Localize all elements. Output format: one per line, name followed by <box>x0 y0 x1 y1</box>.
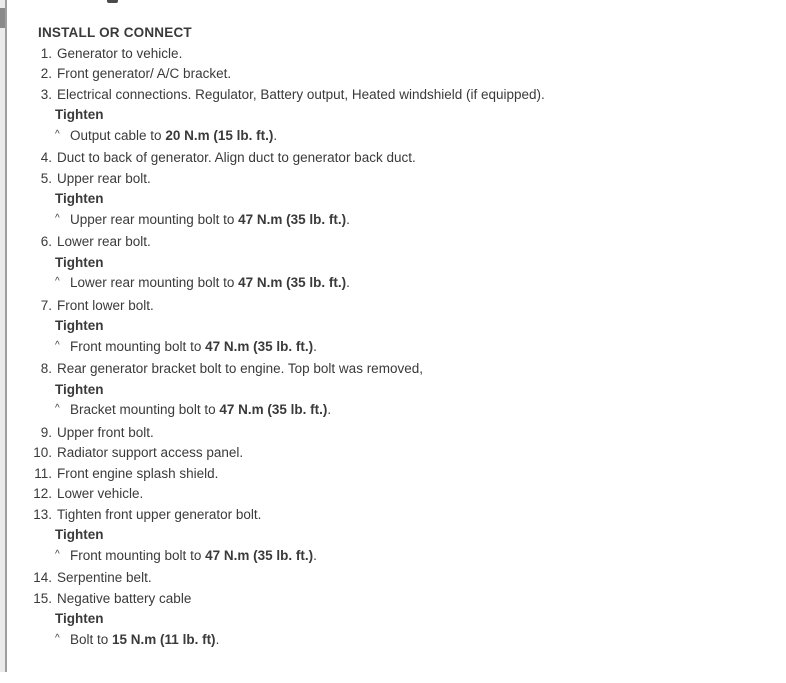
torque-post: . <box>327 402 332 417</box>
torque-value: 47 N.m (35 lb. ft.) <box>238 275 347 290</box>
tighten-block <box>57 316 786 359</box>
step-text: Front generator/ A/C bracket. <box>57 66 232 81</box>
tighten-block <box>57 609 786 652</box>
torque-pre: Bracket mounting bolt to <box>70 402 220 417</box>
torque-pre: Front mounting bolt to <box>70 547 206 563</box>
caret-bullet: ^ <box>55 632 60 644</box>
torque-line <box>55 546 786 569</box>
torque-post: . <box>313 338 317 354</box>
step-number: 14. <box>33 570 52 585</box>
procedure-content <box>0 23 786 652</box>
torque-pre: Front mounting bolt to <box>70 338 206 354</box>
step-number: 4. <box>40 150 52 165</box>
list-item <box>0 296 786 360</box>
torque-post: . <box>346 211 350 227</box>
torque-line <box>55 126 786 149</box>
list-item <box>0 85 786 149</box>
step-text: Radiator support access panel. <box>57 445 244 460</box>
tighten-label: Tighten <box>55 254 104 270</box>
torque-post: . <box>215 631 220 647</box>
list-item <box>0 44 786 65</box>
torque-pre: Output cable to <box>70 127 166 143</box>
torque-pre: Lower rear mounting bolt to <box>70 275 239 290</box>
torque-value: 20 N.m (15 lb. ft.) <box>165 127 274 143</box>
step-number: 3. <box>40 86 52 102</box>
list-item <box>0 64 786 85</box>
step-text: Generator to vehicle. <box>57 45 183 61</box>
caret-bullet: ^ <box>55 128 60 140</box>
caret-bullet: ^ <box>55 212 60 224</box>
tighten-block <box>57 189 786 232</box>
torque-post: . <box>313 547 317 563</box>
tighten-block <box>57 525 786 568</box>
step-text: Negative battery cable <box>57 590 192 606</box>
torque-post: . <box>273 127 278 143</box>
torque-value: 47 N.m (35 lb. ft.) <box>219 402 328 417</box>
step-text: Front lower bolt. <box>57 297 154 313</box>
list-item <box>0 568 786 589</box>
list-item <box>0 589 786 653</box>
torque-value: 47 N.m (35 lb. ft.) <box>205 338 314 354</box>
list-item <box>0 169 786 233</box>
tighten-label: Tighten <box>55 318 104 333</box>
torque-line <box>55 273 786 296</box>
torque-pre: Upper rear mounting bolt to <box>70 211 239 227</box>
step-text: Upper rear bolt. <box>57 170 151 186</box>
step-number: 15. <box>33 590 52 606</box>
step-list <box>0 44 786 653</box>
torque-line <box>55 400 786 423</box>
tighten-block <box>57 253 786 296</box>
torque-line <box>55 337 786 360</box>
list-item <box>0 232 786 296</box>
step-text: Upper front bolt. <box>57 424 154 440</box>
step-number: 1. <box>40 45 52 61</box>
step-number: 10. <box>33 445 52 460</box>
tighten-label: Tighten <box>55 611 104 626</box>
step-text: Electrical connections. Regulator, Battery output, Heated windshield (if equipped). <box>57 86 545 102</box>
list-item <box>0 148 786 169</box>
tighten-label: Tighten <box>55 107 104 122</box>
step-number: 8. <box>40 361 52 376</box>
list-item <box>0 423 786 444</box>
tighten-label: Tighten <box>55 191 104 206</box>
step-number: 12. <box>33 486 52 501</box>
step-text: Duct to back of generator. Align duct to generator back duct. <box>57 150 416 165</box>
step-number: 9. <box>40 424 52 440</box>
tighten-label: Tighten <box>55 381 104 397</box>
step-number: 7. <box>40 297 52 313</box>
step-text: Rear generator bracket bolt to engine. Top bolt was removed, <box>57 361 423 376</box>
list-item <box>0 505 786 569</box>
clipped-text-fragment <box>107 0 118 3</box>
step-number: 5. <box>40 170 52 186</box>
step-text: Tighten front upper generator bolt. <box>57 506 262 522</box>
list-item <box>0 464 786 485</box>
tighten-block <box>57 105 786 148</box>
step-number: 13. <box>33 506 52 522</box>
step-text: Front engine splash shield. <box>57 465 219 481</box>
torque-value: 47 N.m (35 lb. ft.) <box>205 547 314 563</box>
tighten-block <box>57 380 786 423</box>
step-number: 6. <box>40 234 52 249</box>
list-item <box>0 359 786 423</box>
caret-bullet: ^ <box>55 403 60 414</box>
list-item <box>0 484 786 505</box>
section-heading: INSTALL OR CONNECT <box>38 25 192 40</box>
torque-value: 47 N.m (35 lb. ft.) <box>238 211 347 227</box>
caret-bullet: ^ <box>55 276 60 287</box>
step-text: Lower vehicle. <box>57 486 144 501</box>
caret-bullet: ^ <box>55 548 60 560</box>
step-number: 11. <box>34 465 52 481</box>
step-number: 2. <box>40 66 52 81</box>
tighten-label: Tighten <box>55 527 104 542</box>
torque-line <box>55 630 786 653</box>
list-item <box>0 443 786 464</box>
step-text: Serpentine belt. <box>57 570 152 585</box>
step-text: Lower rear bolt. <box>57 234 151 249</box>
caret-bullet: ^ <box>55 339 60 351</box>
torque-line <box>55 210 786 233</box>
torque-value: 15 N.m (11 lb. ft) <box>112 631 216 647</box>
torque-post: . <box>346 275 350 290</box>
torque-pre: Bolt to <box>70 631 113 647</box>
